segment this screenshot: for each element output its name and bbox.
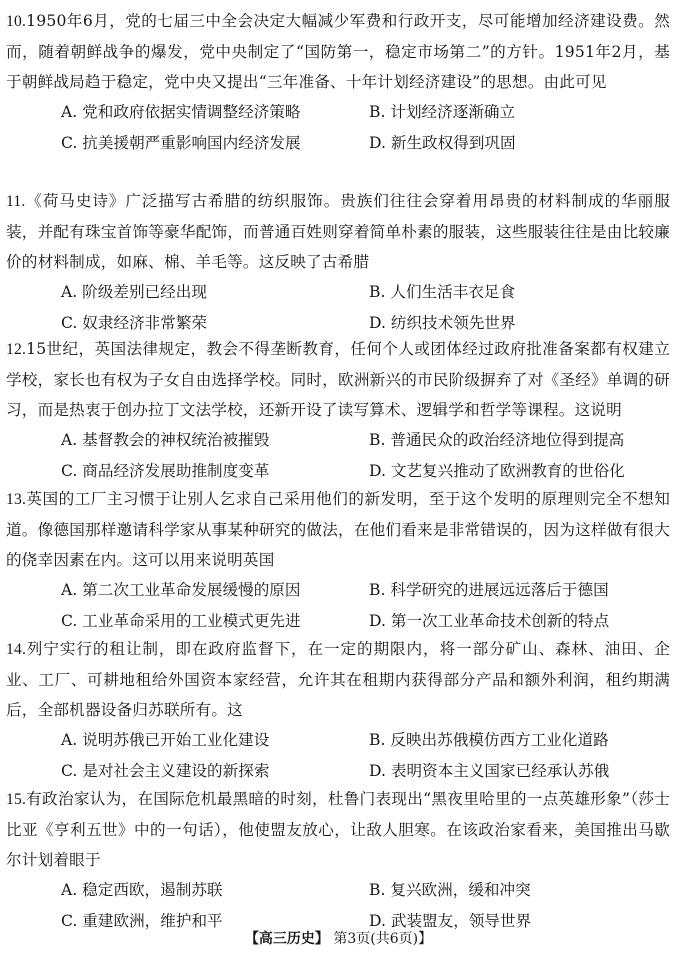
option-c: C. 奴隶经济非常繁荣 bbox=[61, 314, 208, 332]
option-d: D. 武装盟友，领导世界 bbox=[369, 912, 532, 930]
question-14 bbox=[6, 634, 670, 787]
question-stem: 1950年6月，党的七届三中全会决定大幅减少军费和行政开支，尽可能增加经济建设费。然而，随着朝鲜战争的爆发，党中央制定了“国防第一，稳定市场第二”的方针。1951年2月，基于朝鲜战局趋于稳定，党中央又提出“三年准备、十年计划经济建设”的思想。由此可见 bbox=[6, 12, 670, 91]
option-b: B. 复兴欧洲，缓和冲突 bbox=[369, 881, 531, 899]
option-list bbox=[6, 97, 670, 159]
question-number: 14. bbox=[6, 641, 27, 658]
option-d: D. 第一次工业革命技术创新的特点 bbox=[369, 612, 610, 630]
question-11 bbox=[6, 186, 670, 339]
option-a: A. 阶级差别已经出现 bbox=[61, 283, 207, 301]
option-c: C. 重建欧洲，维护和平 bbox=[61, 912, 223, 930]
option-c: C. 工业革命采用的工业模式更先进 bbox=[61, 612, 301, 630]
option-d: D. 纺织技术领先世界 bbox=[369, 314, 516, 332]
footer-subject: 【高三历史】 bbox=[244, 931, 329, 947]
question-stem: 有政治家认为，在国际危机最黑暗的时刻，杜鲁门表现出“黑夜里哈里的一点英雄形象”（莎士比亚《亨利五世》中的一句话），他使盟友放心，让敌人胆寒。在该政治家看来，美国推出马歇尔计划着眼于 bbox=[6, 790, 670, 869]
option-b: B. 人们生活丰衣足食 bbox=[369, 283, 516, 301]
option-list bbox=[6, 875, 670, 937]
question-number: 15. bbox=[6, 791, 27, 808]
option-d: D. 表明资本主义国家已经承认苏俄 bbox=[369, 762, 610, 780]
option-list bbox=[6, 277, 670, 339]
option-d: D. 文艺复兴推动了欧洲教育的世俗化 bbox=[369, 462, 625, 480]
page-footer bbox=[0, 929, 677, 949]
question-stem: 英国的工厂主习惯于让别人乞求自己采用他们的新发明，至于这个发明的原理则完全不想知道。像德国那样邀请科学家从事某种研究的做法，在他们看来是非常错误的，因为这样做有很大的侥幸因素在内。这可以用来说明英国 bbox=[6, 490, 670, 569]
footer-page-number: 第3页(共6页)】 bbox=[333, 931, 433, 947]
option-b: B. 科学研究的进展远远落后于德国 bbox=[369, 581, 609, 599]
question-number: 11. bbox=[6, 193, 26, 210]
question-10 bbox=[6, 6, 670, 159]
option-c: C. 商品经济发展助推制度变革 bbox=[61, 462, 270, 480]
option-b: B. 计划经济逐渐确立 bbox=[369, 103, 516, 121]
question-number: 13. bbox=[6, 491, 27, 508]
question-number: 10. bbox=[6, 13, 27, 30]
question-stem: 列宁实行的租让制，即在政府监督下，在一定的期限内，将一部分矿山、森林、油田、企业、工厂、可耕地租给外国资本家经营，允许其在租期内获得部分产品和额外利润，租约期满后，全部机器设备归苏联所有。这 bbox=[6, 640, 670, 719]
option-b: B. 普通民众的政治经济地位得到提高 bbox=[369, 431, 625, 449]
option-a: A. 稳定西欧，遏制苏联 bbox=[61, 881, 223, 899]
question-15 bbox=[6, 784, 670, 937]
option-list bbox=[6, 575, 670, 637]
option-a: A. 第二次工业革命发展缓慢的原因 bbox=[61, 581, 301, 599]
option-a: A. 基督教会的神权统治被摧毁 bbox=[61, 431, 270, 449]
option-a: A. 说明苏俄已开始工业化建设 bbox=[61, 731, 270, 749]
question-number: 12. bbox=[6, 341, 27, 358]
option-c: C. 抗美援朝严重影响国内经济发展 bbox=[61, 134, 301, 152]
option-list bbox=[6, 425, 670, 487]
option-b: B. 反映出苏俄模仿西方工业化道路 bbox=[369, 731, 609, 749]
option-a: A. 党和政府依据实情调整经济策略 bbox=[61, 103, 301, 121]
option-d: D. 新生政权得到巩固 bbox=[369, 134, 516, 152]
question-stem: 《荷马史诗》广泛描写古希腊的纺织服饰。贵族们往往会穿着用昂贵的材料制成的华丽服装，并配有珠宝首饰等豪华配饰，而普通百姓则穿着简单朴素的服装，这些服装往往是由比较廉价的材料制成，如麻、棉、羊毛等。这反映了古希腊 bbox=[6, 192, 670, 271]
question-stem: 15世纪，英国法律规定，教会不得垄断教育，任何个人或团体经过政府批准备案都有权建立学校，家长也有权为子女自由选择学校。同时，欧洲新兴的市民阶级摒弃了对《圣经》单调的研习，而是热衷于创办拉丁文法学校，还新开设了读写算术、逻辑学和哲学等课程。这说明 bbox=[6, 340, 670, 419]
question-12 bbox=[6, 334, 670, 487]
option-c: C. 是对社会主义建设的新探索 bbox=[61, 762, 270, 780]
option-list bbox=[6, 725, 670, 787]
question-13 bbox=[6, 484, 670, 637]
